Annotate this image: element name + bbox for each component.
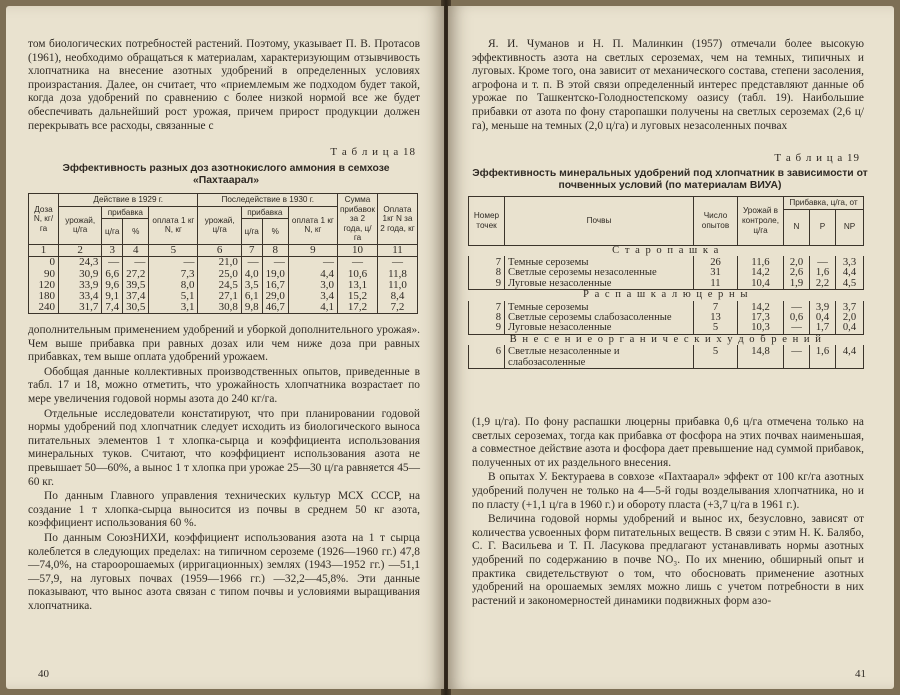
table-row	[29, 257, 418, 269]
table-cell: 17,2	[338, 302, 378, 314]
column-number: 6	[198, 245, 241, 257]
col-header: NP	[836, 209, 864, 245]
table-cell: 9,6	[102, 280, 123, 291]
col-header: Доза N, кг/га	[29, 194, 59, 245]
col-header: Последействие в 1930 г.	[198, 194, 338, 207]
table-cell: 4,4	[836, 268, 864, 278]
table-cell: —	[784, 323, 810, 334]
table-cell: 9	[469, 323, 505, 334]
table-cell: 3,7	[836, 301, 864, 313]
col-header: Почвы	[505, 197, 694, 246]
table-cell: 1,6	[810, 268, 836, 278]
table-cell: 27,2	[123, 269, 149, 280]
table-row	[29, 302, 418, 314]
table-cell: 6,1	[241, 291, 262, 302]
col-header: P	[810, 209, 836, 245]
left-text-bottom	[28, 324, 420, 614]
column-number: 8	[262, 245, 288, 257]
column-number: 2	[59, 245, 102, 257]
column-numbers-row	[29, 245, 418, 257]
table-cell: 120	[29, 280, 59, 291]
table-cell: 180	[29, 291, 59, 302]
col-header: Действие в 1929 г.	[59, 194, 198, 207]
table-cell: 2,6	[784, 268, 810, 278]
table-cell: 10,4	[738, 279, 784, 290]
table-cell: —	[262, 257, 288, 269]
table-cell: 7,4	[102, 302, 123, 314]
table-cell: 30,9	[59, 269, 102, 280]
column-number: 7	[241, 245, 262, 257]
right-text-top	[472, 38, 864, 134]
table-cell: 15,2	[338, 291, 378, 302]
paragraph: дополнительным применением удобрений и уборкой дополнительного урожая». Чем выше прибавка при равных дозах или чем ниже доза при равных прибавках, тем выше оплата удобрений урожаем.	[28, 324, 420, 364]
col-header: прибавка	[241, 206, 288, 219]
table-cell: 31,7	[59, 302, 102, 314]
table-cell: Луговые незасоленные	[505, 279, 694, 290]
table-cell: 4,4	[288, 269, 337, 280]
col-header: Номер точек	[469, 197, 505, 246]
table-18	[28, 193, 418, 314]
table-cell: 39,5	[123, 280, 149, 291]
table-cell: 30,5	[123, 302, 149, 314]
left-page	[6, 6, 444, 689]
table-cell: 24,5	[198, 280, 241, 291]
table-cell: 3,3	[836, 256, 864, 268]
table-cell: 8,4	[378, 291, 418, 302]
table-cell: Луговые незасоленные	[505, 323, 694, 334]
table-cell: 9,8	[241, 302, 262, 314]
table-cell: —	[288, 257, 337, 269]
section-row	[469, 245, 864, 256]
table-cell: 19,0	[262, 269, 288, 280]
table-cell: 3,4	[288, 291, 337, 302]
table-cell: 46,7	[262, 302, 288, 314]
paragraph: В опытах У. Бектураева в совхозе «Пахтаарал» эффект от 100 кг/га азотных удобрений получен не только на 4—5-й годы возделывания хлопчатника, но и по пласту (+1,1 ц/га в 1960 г.) и обороту пласта (+3,7 ц/га в 1961 г.).	[472, 471, 864, 511]
col-header: Прибавка, ц/га, от	[784, 197, 864, 210]
col-header: урожай, ц/га	[59, 206, 102, 245]
column-number: 4	[123, 245, 149, 257]
table-cell: 13	[694, 313, 738, 323]
table-cell: 14,8	[738, 345, 784, 368]
table-cell: —	[123, 257, 149, 269]
table-cell: —	[338, 257, 378, 269]
table-row	[469, 323, 864, 334]
table-cell: 31	[694, 268, 738, 278]
table-cell: 240	[29, 302, 59, 314]
section-title: В н е с е н и е о р г а н и ч е с к и х у д о б р е н и й	[509, 333, 823, 345]
table-caption: Т а б л и ц а 18	[330, 146, 416, 158]
table-cell: 11,0	[378, 280, 418, 291]
col-header: оплата 1 кг N, кг	[288, 206, 337, 245]
table-cell: 8	[469, 313, 505, 323]
table-cell: 30,8	[198, 302, 241, 314]
col-header: ц/га	[241, 219, 262, 245]
col-header: прибавка	[102, 206, 149, 219]
col-header: %	[123, 219, 149, 245]
table-cell: 27,1	[198, 291, 241, 302]
col-header: N	[784, 209, 810, 245]
table-cell: 8	[469, 268, 505, 278]
table-cell: —	[102, 257, 123, 269]
col-header: Оплата 1кг N за 2 года, кг	[378, 194, 418, 245]
table-cell: 9,1	[102, 291, 123, 302]
table-cell: 7	[469, 256, 505, 268]
section-title: С т а р о п а ш к а	[612, 244, 720, 256]
paragraph: По данным СоюзНИХИ, коэффициент использования азота на 1 т сырца колеблется в следующих пределах: на типичном сероземе (1926—1960 гг.) 47,8—74,0%, на староорошаемых (ирригационных) землях (1943—1952 гг.) —51,1—57,9, на луговых почвах (1959—1966 гг.) —32,2—45,8%. Эти данные показывают, что вынос азота связан с типом почвы и условиями выращивания хлопчатника.	[28, 531, 420, 612]
right-text-bottom	[472, 416, 864, 609]
paragraph: Обобщая данные коллективных производственных опытов, приведенные в табл. 17 и 18, можно отметить, что урожайность хлопчатника возрастает по мере увеличения годовой нормы азота до 240 кг/га.	[28, 365, 420, 405]
table-cell: 7,3	[149, 269, 198, 280]
table-cell: 4,5	[836, 279, 864, 290]
table-cell: —	[378, 257, 418, 269]
table-cell: 33,9	[59, 280, 102, 291]
column-number: 1	[29, 245, 59, 257]
col-header: оплата 1 кг N, кг	[149, 206, 198, 245]
table-cell: 21,0	[198, 257, 241, 269]
col-header: Число опытов	[694, 197, 738, 246]
table-cell: 6,6	[102, 269, 123, 280]
table-cell: 24,3	[59, 257, 102, 269]
table-cell: 37,4	[123, 291, 149, 302]
table-cell: 3,9	[810, 301, 836, 313]
section-title: Р а с п а ш к а л ю ц е р н ы	[583, 289, 749, 301]
paragraph: Величина годовой нормы удобрений и вынос их, безусловно, зависят от количества усвоенных форм питательных веществ. В связи с этим Н. К. Балябо, С. Г. Васильева и Т. П. Ласукова предлагают устанавливать нормы азотных удобрений по содержанию в почве NO₃. По их мнению, обширный опыт и практика свидетельствуют о том, что обосновать применение азотных удобрений на орошаемых землях можно лишь с учетом потребности в них растений и закономерностей динамики подвижных форм азо-	[472, 513, 864, 607]
table-cell: 3,1	[149, 302, 198, 314]
paragraph: Я. И. Чуманов и Н. П. Малинкин (1957) отмечали более высокую эффективность азота на светлых сероземах, чем на темных, типичных и луговых. Кроме того, она зависит от механического состава, степени засоления, агрофона и т. п. В этой связи определенный интерес представляют данные об урожае по Ташкентско-Голодностепскому оазису (табл. 19). Наибольшие прибавки от азота по фону старопашки получены на светлых сероземах (2,6 ц/га), меньше на темных (2,0 ц/га) и луговых незасоленных почвах	[472, 38, 864, 132]
table-cell: 10,3	[738, 323, 784, 334]
table-cell: 2,2	[810, 279, 836, 290]
column-number: 10	[338, 245, 378, 257]
page-number: 40	[38, 668, 49, 680]
table-row	[469, 345, 864, 368]
table-cell: —	[784, 301, 810, 313]
table-cell: Светлые сероземы слабозасоленные	[505, 313, 694, 323]
table-cell: —	[784, 345, 810, 368]
table-cell: 0	[29, 257, 59, 269]
table-cell: 11	[694, 279, 738, 290]
table-cell: 33,4	[59, 291, 102, 302]
table-cell: 1,6	[810, 345, 836, 368]
table-cell: 4,1	[288, 302, 337, 314]
right-page	[448, 6, 894, 689]
col-header: ц/га	[102, 219, 123, 245]
table-cell: 10,6	[338, 269, 378, 280]
table-cell: 3,0	[288, 280, 337, 291]
table-cell: —	[241, 257, 262, 269]
col-header: урожай, ц/га	[198, 206, 241, 245]
paragraph: (1,9 ц/га). По фону распашки люцерны прибавка 0,6 ц/га отмечена только на светлых сероземах, тогда как прибавка от фосфора на этих почвах наименьшая, а совместное действие азота и фосфора дает превышение над суммой прибавок, полученных от их раздельного внесения.	[472, 416, 864, 469]
col-header: Сумма прибавок за 2 года, ц/га	[338, 194, 378, 245]
column-number: 3	[102, 245, 123, 257]
table-cell: 1,7	[810, 323, 836, 334]
table-cell: 0,4	[836, 323, 864, 334]
table-cell: Темные сероземы	[505, 256, 694, 268]
table-cell: 1,9	[784, 279, 810, 290]
table-cell: 5	[694, 323, 738, 334]
table-cell: 26	[694, 256, 738, 268]
table-cell: Светлые незасоленные и слабозасоленные	[505, 345, 694, 368]
table-cell: 17,3	[738, 313, 784, 323]
column-number: 5	[149, 245, 198, 257]
table-cell: 0,6	[784, 313, 810, 323]
table-cell: 7	[469, 301, 505, 313]
table-cell: 4,0	[241, 269, 262, 280]
table-cell: 4,4	[836, 345, 864, 368]
paragraph: Отдельные исследователи констатируют, что при планировании годовой нормы удобрений под хлопчатник следует исходить из биологического выноса питательных элементов 1 т хлопка-сырца и коэффициента использования минеральных туков. Считают, что коэффициент использования азота не превышает 50—60%, а вынос 1 т хлопка при урожае 25—30 ц/га равняется 45—60 кг.	[28, 407, 420, 488]
table-title: Эффективность разных доз азотнокислого аммония в семхозе «Пахтаарал»	[62, 163, 390, 186]
left-text-top	[28, 38, 420, 134]
table-cell: 11,8	[378, 269, 418, 280]
table-cell: —	[810, 256, 836, 268]
table-cell: 16,7	[262, 280, 288, 291]
paragraph: По данным Главного управления технических культур МСХ СССР, на создание 1 т хлопка-сырца выносится из почвы в среднем 50 кг азота, коэффициент использования 60 %.	[28, 490, 420, 530]
table-cell: 14,2	[738, 301, 784, 313]
paragraph: том биологических потребностей растений. Поэтому, указывает П. В. Протасов (1961), необходимо обращаться к материалам, характеризующим отзывчивость хлопчатника на внесение азотных удобрений в определенных условиях произрастания. Далее, он считает, что «приемлемым же подходом будет такой, когда доза удобрений по сравнению с более низкой нормой все же будет обеспечивать дальнейший рост урожая, причем прирост продукции должен перекрывать все расходы, связанные с	[28, 38, 420, 132]
page-number: 41	[855, 668, 866, 680]
column-number: 11	[378, 245, 418, 257]
table-cell: 7,2	[378, 302, 418, 314]
table-cell: 7	[694, 301, 738, 313]
table-cell: 9	[469, 279, 505, 290]
table-title: Эффективность минеральных удобрений под хлопчатник в зависимости от почвенных условий (по материалам ВИУА)	[472, 168, 868, 191]
table-19	[468, 196, 864, 369]
table-cell: —	[149, 257, 198, 269]
table-caption: Т а б л и ц а 19	[774, 152, 860, 164]
table-cell: 14,2	[738, 268, 784, 278]
table-cell: Светлые сероземы незасоленные	[505, 268, 694, 278]
table-cell: 3,5	[241, 280, 262, 291]
table-row	[469, 279, 864, 290]
section-row	[469, 290, 864, 301]
table-cell: 25,0	[198, 269, 241, 280]
table-cell: 90	[29, 269, 59, 280]
table-cell: 6	[469, 345, 505, 368]
table-cell: 5,1	[149, 291, 198, 302]
column-number: 9	[288, 245, 337, 257]
table-cell: 2,0	[836, 313, 864, 323]
table-cell: 13,1	[338, 280, 378, 291]
col-header: %	[262, 219, 288, 245]
col-header: Урожай в контроле, ц/га	[738, 197, 784, 246]
table-cell: 0,4	[810, 313, 836, 323]
table-cell: 2,0	[784, 256, 810, 268]
section-row	[469, 334, 864, 345]
table-cell: 29,0	[262, 291, 288, 302]
table-cell: 8,0	[149, 280, 198, 291]
table-cell: 5	[694, 345, 738, 368]
table-cell: Темные сероземы	[505, 301, 694, 313]
table-cell: 11,6	[738, 256, 784, 268]
